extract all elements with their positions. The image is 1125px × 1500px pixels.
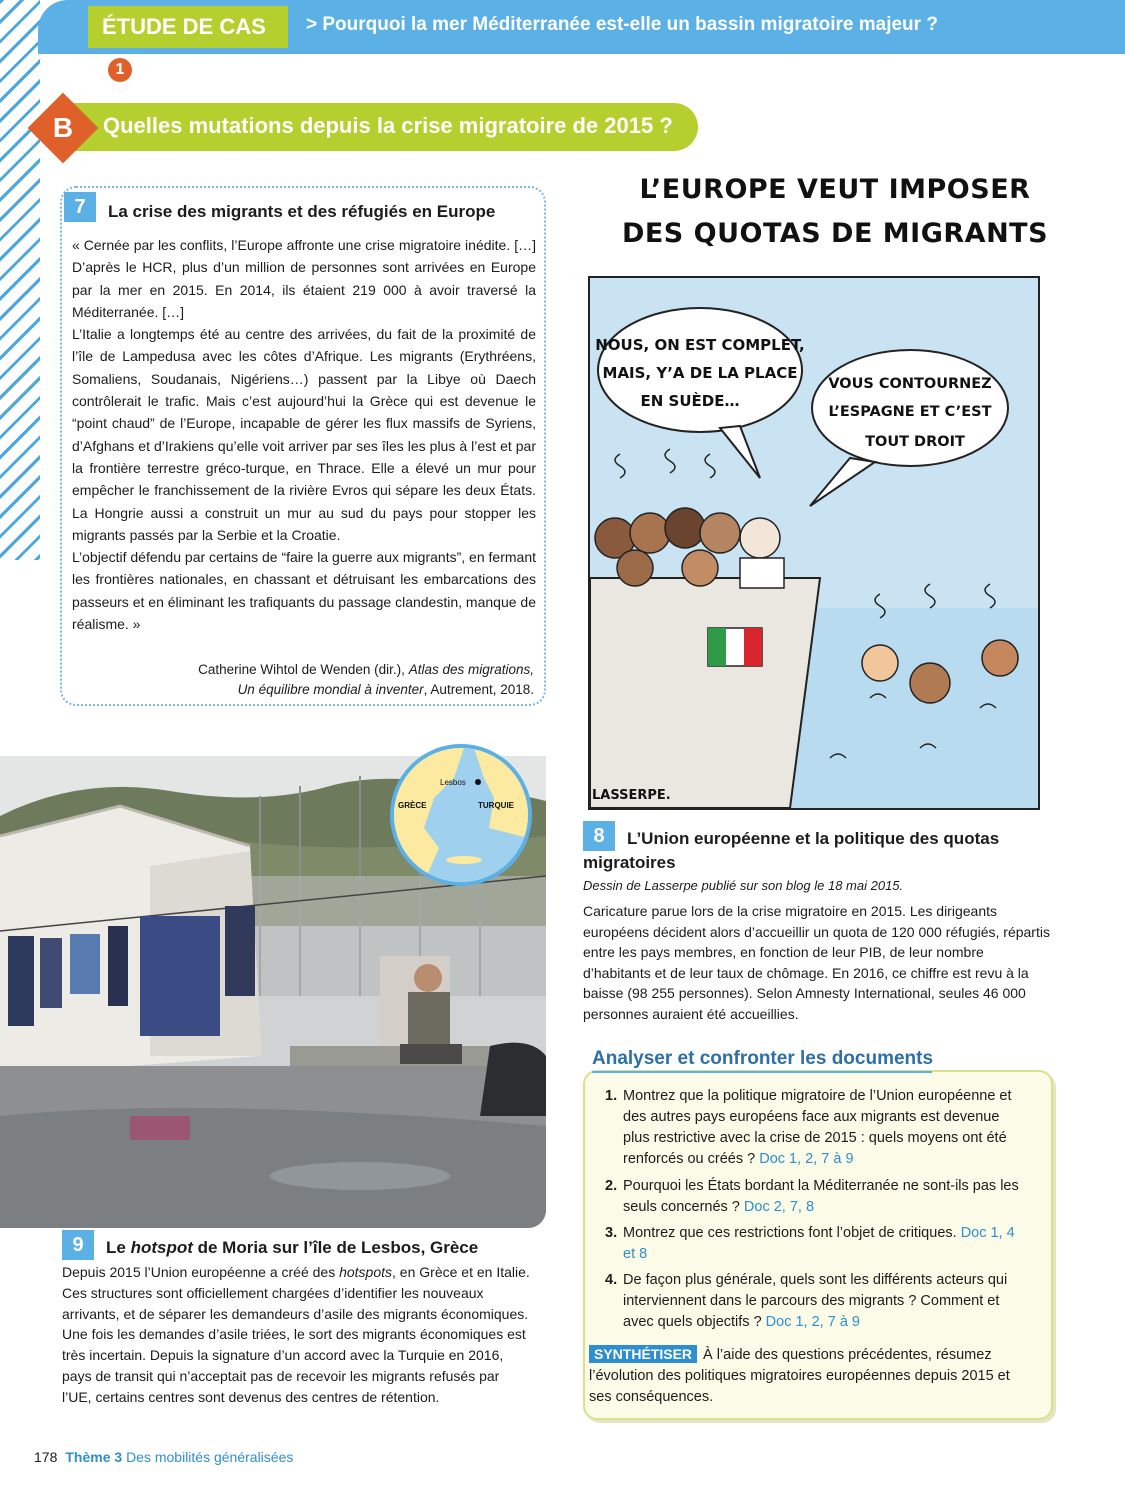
doc-number: 8 (583, 821, 615, 851)
doc-reference: Doc 2, 7, 8 (743, 1199, 815, 1215)
doc-number: 7 (64, 192, 96, 222)
doc-source: Catherine Wihtol de Wenden (dir.), Atlas des migrations, Un équilibre mondial à inventer, Autrement, 2018. (198, 662, 534, 697)
bubble1-line1: NOUS, ON EST COMPLET, (595, 336, 805, 354)
doc-reference: Doc 1, 2, 7 à 9 (759, 1151, 854, 1167)
doc-reference: Doc 1, 4 et 8 (623, 1225, 1015, 1262)
theme-title: Des mobilités généralisées (126, 1449, 294, 1465)
synthesis-badge: SYNTHÉTISER (589, 1345, 697, 1363)
map-label-greece: GRÈCE (398, 801, 427, 810)
analysis-title: Analyser et confronter les documents (592, 1048, 934, 1069)
bubble2-line2: L’ESPAGNE ET C’EST (828, 404, 992, 420)
synthesis-task: SYNTHÉTISER À l’aide des questions précédentes, résumez l’évolution des politiques migratoires européennes depuis 2015 et ses conséquences. (589, 1346, 1010, 1405)
question-4: 4. De façon plus générale, quels sont les différents acteurs qui interviennent dans le parcours des migrants ? Comment et avec quels objectifs ? Doc 1, 2, 7 à 9 (605, 1272, 1008, 1330)
doc-number: 9 (62, 1230, 94, 1260)
section-letter: B (52, 112, 74, 143)
lesbos-marker (475, 779, 481, 785)
page-number: 178 (34, 1449, 58, 1465)
bubble1-line2: MAIS, Y’A DE LA PLACE (602, 364, 798, 382)
doc-text (72, 234, 536, 635)
page-footer (34, 1449, 293, 1465)
case-study-number: 1 (108, 58, 132, 82)
question-2: 2. Pourquoi les États bordant la Méditerranée ne sont-ils pas les seuls concernés ? Doc 2, 7, 8 (605, 1178, 1019, 1215)
doc-title: Le hotspot de Moria sur l’île de Lesbos, Grèce (106, 1238, 479, 1257)
cartoon-drawing (588, 276, 1040, 810)
cartoon-title: L’EUROPE VEUT IMPOSER DES QUOTAS DE MIGRANTS (621, 174, 1049, 249)
cartoon-signature: LASSERPE. (592, 788, 671, 803)
paragraph: « Cernée par les conflits, l’Europe affronte une crise migratoire inédite. […] D’après le HCR, plus d’un million de personnes sont arrivées en Europe par la mer en 2015. En 2014, ils étaient 219 000 à avoir traversé la Méditerranée. […] (72, 237, 536, 320)
doc-title-line2: migratoires (583, 853, 676, 872)
lesbos-locator-map (390, 744, 532, 886)
doc-caption: Dessin de Lasserpe publié sur son blog le 18 mai 2015. (583, 878, 904, 893)
analysis-title-underline (592, 1071, 932, 1073)
analysis-box (583, 1070, 1053, 1420)
question-3: 3. Montrez que ces restrictions font l’objet de critiques. Doc 1, 4 et 8 (605, 1225, 1015, 1262)
bubble1-line3: EN SUÈDE… (640, 392, 740, 410)
bubble2-line3: TOUT DROIT (865, 434, 965, 450)
case-study-label: ÉTUDE DE CAS1 (88, 6, 288, 48)
doc-text: Depuis 2015 l’Union européenne a créé des hotspots, en Grèce et en Italie. Ces structures sont officiellement chargées d’identifier les nouveaux arrivants, et de séparer les demandeurs d’asile des migrants économiques. Une fois les demandes d’asile triées, le sort des migrants économiques est très incertain. Depuis la signature d’un accord avec la Turquie en 2016, pays de transit qui n’acceptait pas de recevoir les migrants refusés par l’UE, certains centres sont devenus des centres de rétention. (62, 1264, 530, 1405)
theme-label: Thème 3 (65, 1449, 123, 1465)
paragraph: L’objectif défendu par certains de “faire la guerre aux migrants”, en fermant les frontières nationales, en chassant et détruisant les embarcations des passeurs et en éliminant les trafiquants du passage clandestin, manque de réalisme. » (72, 549, 536, 633)
doc-text: Caricature parue lors de la crise migratoire en 2015. Les dirigeants européens décident alors d’accueillir un quota de 120 000 réfugiés, répartis entre les pays membres, en fonction de leur PIB, de leur nombre d’habitants et de leur taux de chômage. En 2016, ce chiffre est revu à la baisse (98 255 personnes). Selon Amnesty International, seules 46 000 personnes auraient été accueillies. (583, 903, 1050, 1022)
bubble2-line1: VOUS CONTOURNEZ (828, 376, 992, 392)
section-title: Quelles mutations depuis la crise migratoire de 2015 ? (103, 113, 673, 138)
doc-title: L’Union européenne et la politique des quotas (627, 829, 1000, 848)
question-1: 1. Montrez que la politique migratoire de l’Union européenne et des autres pays européens face aux migrants est devenue plus restrictive avec la crise de 2015 : quels moyens ont été renforcés ou créés ? Doc 1, 2, 7 à 9 (605, 1088, 1012, 1167)
decorative-hatching (0, 0, 40, 560)
case-study-question: > Pourquoi la mer Méditerranée est-elle un bassin migratoire majeur ? (306, 14, 938, 35)
document-7 (60, 186, 546, 706)
map-label-turkey: TURQUIE (478, 801, 514, 810)
doc-title: La crise des migrants et des réfugiés en Europe (108, 202, 496, 221)
doc-reference: Doc 1, 2, 7 à 9 (765, 1314, 860, 1330)
paragraph: L’Italie a longtemps été au centre des arrivées, du fait de la proximité de l’île de Lampedusa avec les côtes d’Afrique. Les migrants (Erythréens, Somaliens, Soudanais, Nigériens…) passent par la Libye où Daech contrôlerait le trafic. Mais c’est aujourd’hui la Grèce qui est devenue le “point chaud” de l’Europe, incapable de gérer les flux massifs de Syriens, d’Afghans et d’Irakiens qu’elle voit arriver par ses îles les plus à l’est et par la frontière terrestre gréco-turque, en Thrace. Elle a élevé un mur pour empêcher le franchissement de la rivière Evros qui sépare les deux États. La Hongrie aussi a construit un mur au sud du pays pour stopper les migrants passés par la Serbie et la Croatie. (72, 326, 536, 543)
map-label-lesbos: Lesbos (440, 778, 466, 787)
